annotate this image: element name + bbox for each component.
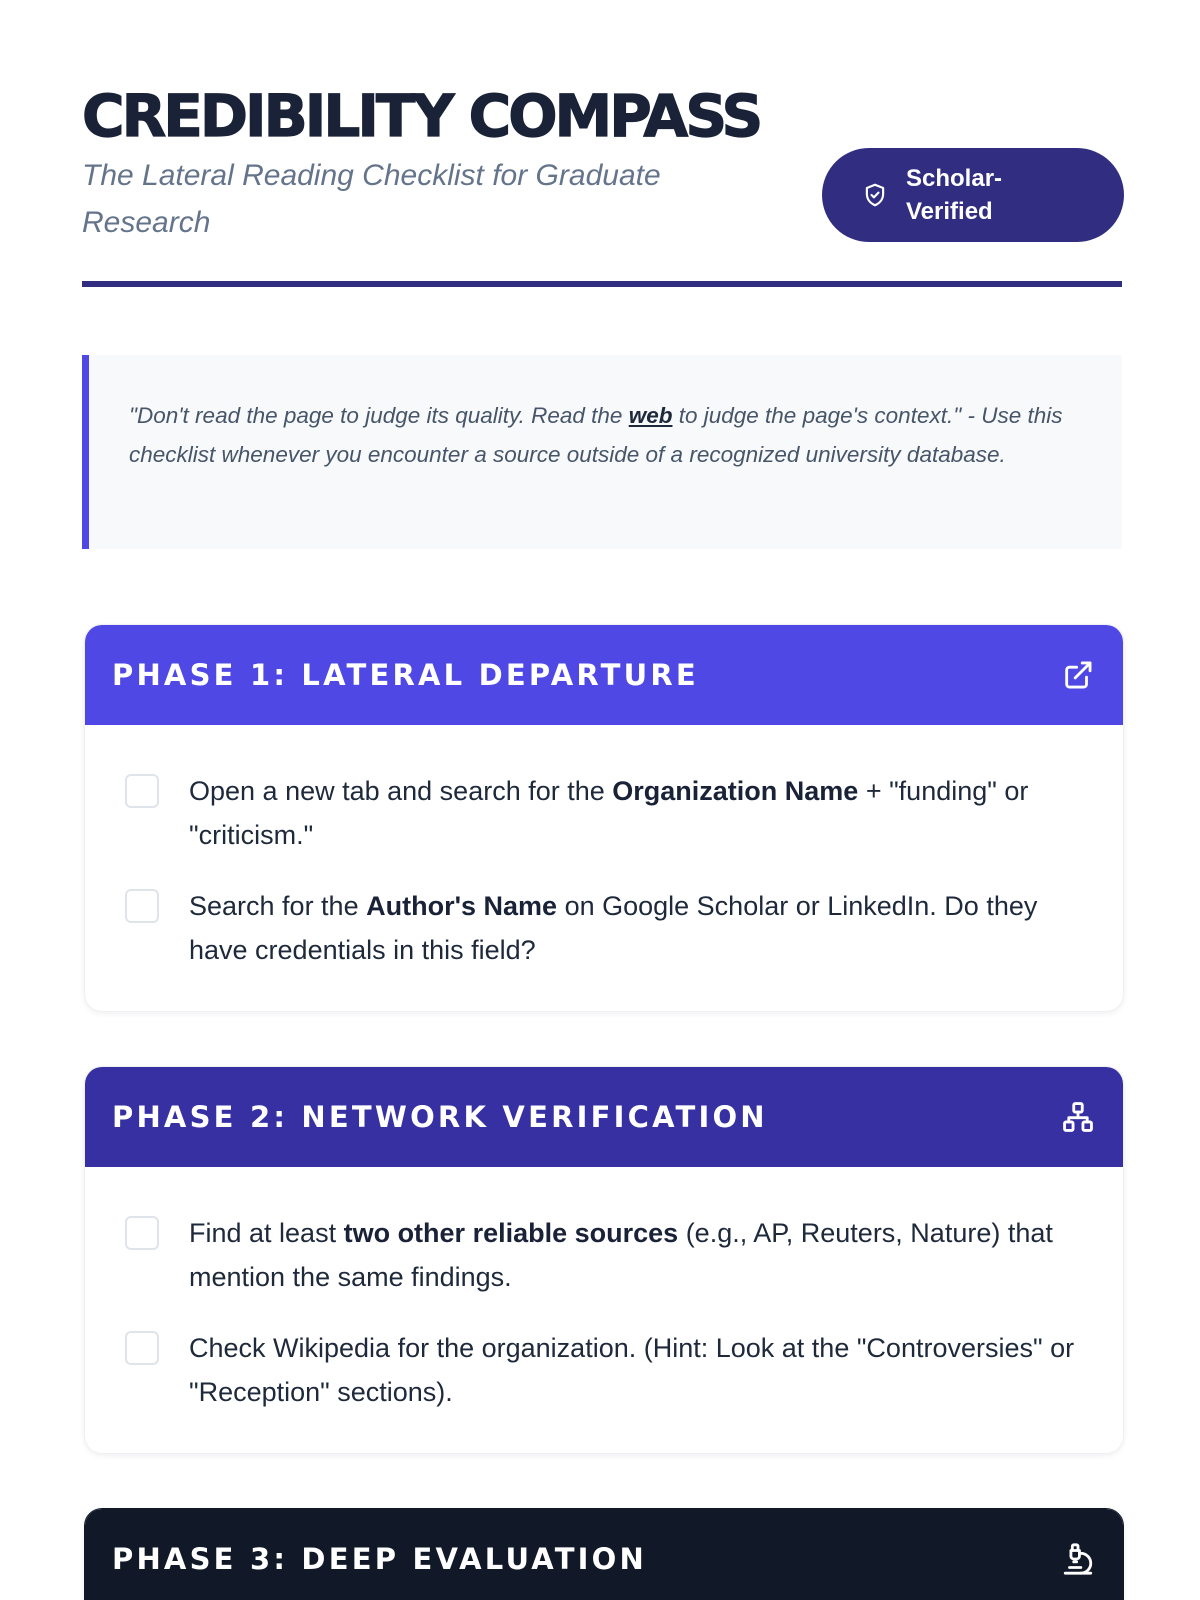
quote-emphasis: web bbox=[628, 403, 673, 428]
checklist-checkbox[interactable] bbox=[125, 889, 159, 923]
item-text-part: + "funding" or "criticism." bbox=[189, 776, 1029, 850]
intro-quote bbox=[82, 355, 1122, 549]
item-text-part: Search for the bbox=[189, 891, 367, 921]
phase-3-header bbox=[85, 1509, 1123, 1600]
scholar-verified-badge bbox=[822, 148, 1124, 242]
network-icon bbox=[1061, 1100, 1095, 1134]
item-text-part: Open a new tab and search for the bbox=[189, 776, 613, 806]
shield-check-icon bbox=[862, 182, 888, 208]
item-text-part: Find at least bbox=[189, 1218, 344, 1248]
phase-3-card bbox=[84, 1508, 1124, 1600]
header bbox=[82, 82, 1122, 239]
quote-text-part: "Don't read the page to judge its quality. Read the bbox=[129, 403, 629, 428]
external-link-icon bbox=[1061, 658, 1095, 692]
quote-text-part: to judge the page's context." - Use this checklist whenever you encounter a source outside of a recognized university database. bbox=[129, 403, 1063, 467]
phase-2-card bbox=[84, 1066, 1124, 1454]
checklist-checkbox[interactable] bbox=[125, 774, 159, 808]
phase-2-items bbox=[85, 1167, 1123, 1414]
item-text-part: on Google Scholar or LinkedIn. Do they have credentials in this field? bbox=[189, 891, 1038, 965]
item-text-bold: Author's Name bbox=[366, 891, 558, 921]
page-subtitle: The Lateral Reading Checklist for Graduate Research bbox=[82, 159, 661, 239]
checklist-item-text bbox=[189, 769, 1083, 857]
phase-1-header bbox=[85, 625, 1123, 725]
checklist-item bbox=[125, 884, 1083, 972]
item-text-bold: two other reliable sources bbox=[343, 1218, 679, 1248]
quote-text bbox=[129, 397, 1082, 474]
checklist-item-text bbox=[189, 1326, 1083, 1414]
checklist-item bbox=[125, 1211, 1083, 1299]
header-divider bbox=[82, 281, 1122, 287]
phase-2-header bbox=[85, 1067, 1123, 1167]
item-text-part: Check Wikipedia for the organization. (Hint: Look at the "Controversies" or "Reception" sections). bbox=[189, 1333, 1075, 1407]
item-text-bold: Organization Name bbox=[612, 776, 859, 806]
checklist-item-text bbox=[189, 1211, 1083, 1299]
checklist-item bbox=[125, 1326, 1083, 1414]
item-text-part: (e.g., AP, Reuters, Nature) that mention the same findings. bbox=[189, 1218, 1053, 1292]
checklist-item-text bbox=[189, 884, 1083, 972]
phase-1-items bbox=[85, 725, 1123, 972]
phase-1-title: PHASE 1: LATERAL DEPARTURE bbox=[112, 658, 699, 692]
checklist-item bbox=[125, 769, 1083, 857]
badge-label: Scholar-Verified bbox=[906, 165, 1003, 225]
phase-3-title: PHASE 3: DEEP EVALUATION bbox=[112, 1542, 647, 1576]
microscope-icon bbox=[1061, 1542, 1095, 1576]
checklist-checkbox[interactable] bbox=[125, 1331, 159, 1365]
phase-1-card bbox=[84, 624, 1124, 1012]
checklist-checkbox[interactable] bbox=[125, 1216, 159, 1250]
phase-2-title: PHASE 2: NETWORK VERIFICATION bbox=[112, 1100, 768, 1134]
page-title: CREDIBILITY COMPASS bbox=[82, 82, 761, 150]
